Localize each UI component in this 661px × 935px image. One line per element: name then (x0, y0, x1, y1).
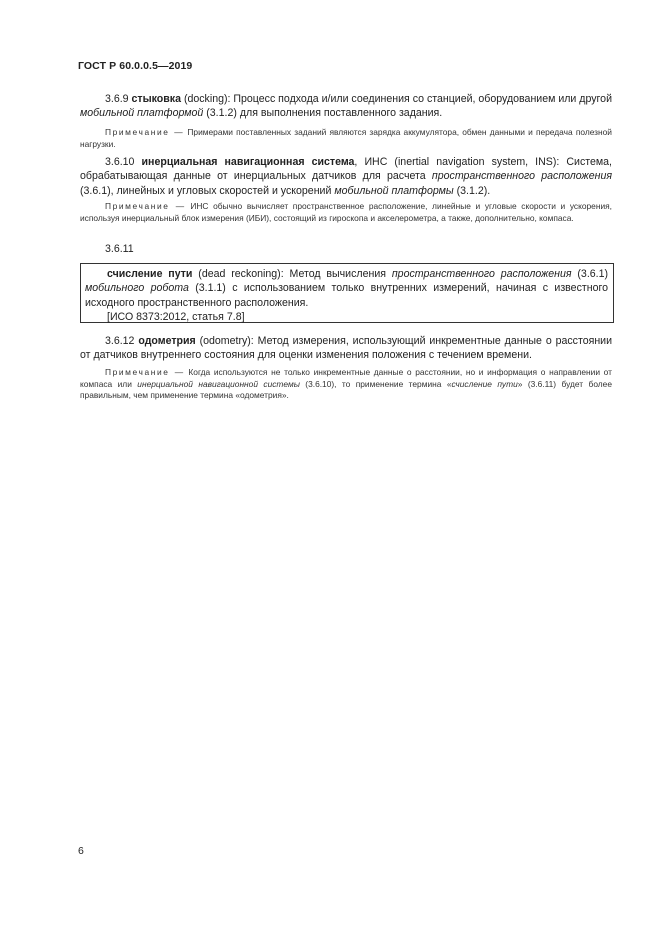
term-english: (odometry): (199, 335, 254, 347)
term-name: инерциальная навигационная система (141, 156, 355, 168)
note-3-6-9 (80, 127, 612, 150)
note-label: Примечание — (105, 127, 185, 137)
note-text: Примерами поставленных заданий являются зарядка аккумулятора, обмен данными и передача полезной нагрузки. (80, 127, 612, 149)
term-reference: пространственного расположения (431, 170, 612, 183)
term-definition: (3.6.1), линейных и угловых скоростей и ускорений (80, 184, 332, 197)
term-number: 3.6.12 (105, 335, 135, 347)
term-definition: (3.1.2). (456, 184, 491, 197)
note-label: Примечание — (105, 201, 186, 211)
term-definition: , ИНС (inertial navigation system, INS): Система, обрабатывающая данные от инерциальных датчиков для расчета (80, 156, 612, 183)
term-3-6-9 (80, 92, 612, 121)
term-number: 3.6.9 (105, 93, 129, 105)
term-reference: пространственного расположения (391, 268, 572, 280)
term-english: (docking): (183, 93, 231, 105)
term-definition-block (85, 267, 608, 310)
note-reference: инерциальной навигационной системы (137, 378, 300, 389)
page-number: 6 (78, 845, 84, 857)
note-text: » (3.6.11) будет более правильным, чем применение термина «одометрия». (80, 378, 612, 401)
term-english: (dead reckoning): (198, 268, 284, 280)
term-number-3-6-11: 3.6.11 (105, 243, 134, 255)
term-reference: мобильного робота (85, 282, 189, 295)
note-3-6-10 (80, 201, 612, 224)
term-definition: (3.6.1) (577, 268, 609, 280)
term-3-6-10 (80, 155, 612, 198)
term-definition: (3.1.1) с использованием только внутренних измерений, начиная с известного исходного пространственного расположения. (85, 282, 608, 309)
note-3-6-12 (80, 367, 612, 402)
note-text: (3.6.10), то применение термина « (305, 378, 452, 389)
term-3-6-11 (85, 267, 608, 324)
note-text: Когда используются не только инкрементные данные о расстоянии, но и информация о направлении от компаса или (80, 367, 612, 389)
standard-header: ГОСТ Р 60.0.0.5—2019 (78, 60, 193, 72)
term-definition: Метод вычисления (289, 268, 386, 280)
term-number: 3.6.10 (105, 156, 135, 168)
term-definition: Процесс подхода и/или соединения со станцией, оборудованием или другой (233, 93, 612, 105)
term-source: [ИСО 8373:2012, статья 7.8] (107, 310, 245, 323)
term-3-6-12 (80, 334, 612, 363)
term-name: одометрия (138, 335, 196, 347)
note-reference: счисление пути (451, 378, 518, 389)
term-name: счисление пути (107, 268, 193, 280)
term-definition: (3.1.2) для выполнения поставленного задания. (206, 107, 443, 120)
term-name: стыковка (131, 93, 181, 105)
note-label: Примечание — (105, 367, 185, 377)
term-definition: Метод измерения, использующий инкрементные данные о расстоянии от датчиков внутреннего состояния для оценки изменения положения с течением времени. (80, 335, 613, 362)
note-text: ИНС обычно вычисляет пространственное расположение, линейные и угловые скорости и ускорения, используя инерциальный блок измерения (ИБИ), состоящий из гироскопа и акселерометра, а также, дополнительно, компаса. (80, 201, 613, 223)
term-reference: мобильной платформой (80, 107, 204, 120)
term-reference: мобильной платформы (334, 184, 454, 197)
